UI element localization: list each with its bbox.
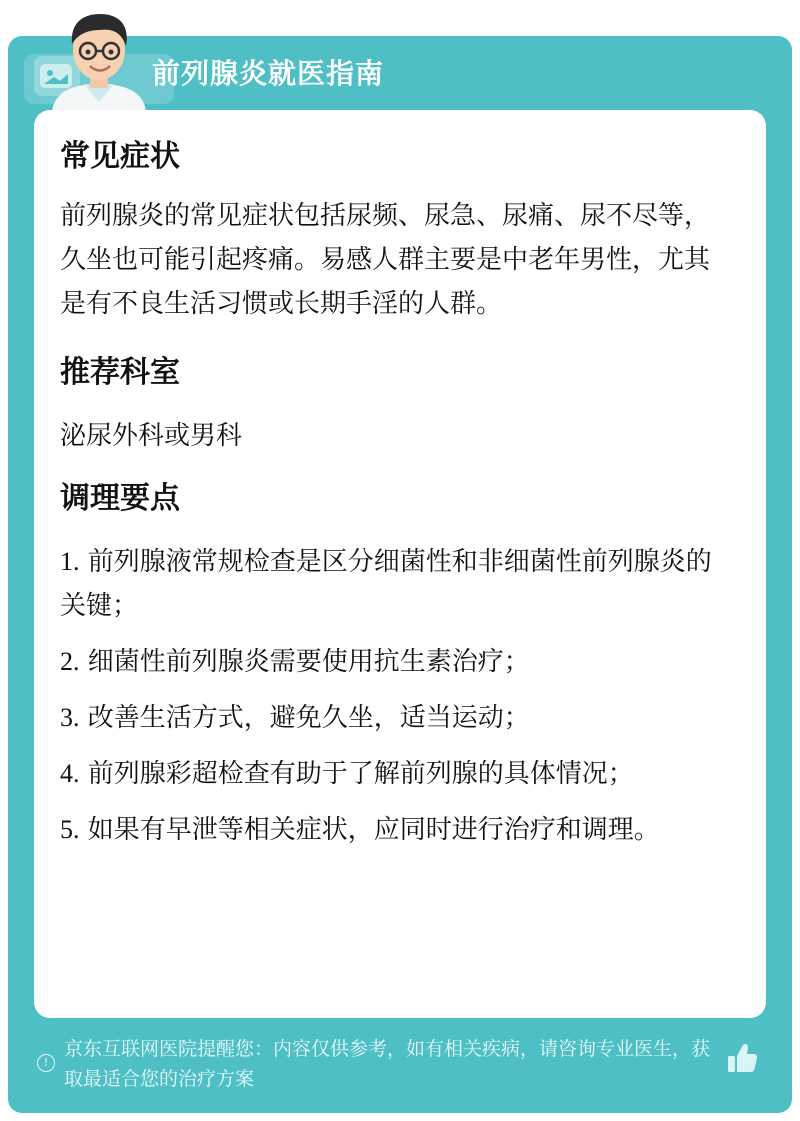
department-heading: 推荐科室 bbox=[60, 355, 180, 390]
symptoms-text: 前列腺炎的常见症状包括尿频、尿急、尿痛、尿不尽等，久坐也可能引起疼痛。易感人群主要是中老年男性，尤其是有不良生活习惯或长期手淫的人群。 bbox=[60, 201, 711, 319]
list-item bbox=[60, 808, 732, 852]
list-item-number: 5. bbox=[60, 815, 80, 844]
disclaimer-text: 京东互联网医院提醒您：内容仅供参考，如有相关疾病，请咨询专业医生，获取最适合您的治疗方案 bbox=[64, 1038, 711, 1090]
list-item-number: 2. bbox=[60, 647, 80, 676]
thumbs-up-icon[interactable] bbox=[724, 1040, 760, 1076]
care-list bbox=[60, 540, 732, 852]
list-item-text: 前列腺液常规检查是区分细菌性和非细菌性前列腺炎的关键； bbox=[60, 547, 712, 621]
symptoms-heading: 常见症状 bbox=[60, 139, 180, 174]
list-item-text: 如果有早泄等相关症状，应同时进行治疗和调理。 bbox=[87, 815, 660, 845]
list-item-number: 1. bbox=[60, 547, 80, 576]
list-item-number: 4. bbox=[60, 759, 80, 788]
care-heading: 调理要点 bbox=[60, 481, 180, 516]
list-item-text: 改善生活方式，避免久坐，适当运动； bbox=[87, 703, 530, 733]
page-title: 前列腺炎就医指南 bbox=[152, 57, 385, 90]
doctor-avatar-icon bbox=[44, 6, 154, 112]
list-item bbox=[60, 640, 732, 684]
list-item bbox=[60, 696, 732, 740]
department-text: 泌尿外科或男科 bbox=[60, 421, 243, 451]
guide-content bbox=[60, 130, 732, 864]
list-item-text: 细菌性前列腺炎需要使用抗生素治疗； bbox=[87, 647, 530, 677]
info-icon: ! bbox=[37, 1054, 55, 1072]
list-item-number: 3. bbox=[60, 703, 80, 732]
list-item bbox=[60, 752, 732, 796]
list-item bbox=[60, 540, 732, 628]
list-item-text: 前列腺彩超检查有助于了解前列腺的具体情况； bbox=[87, 759, 634, 789]
